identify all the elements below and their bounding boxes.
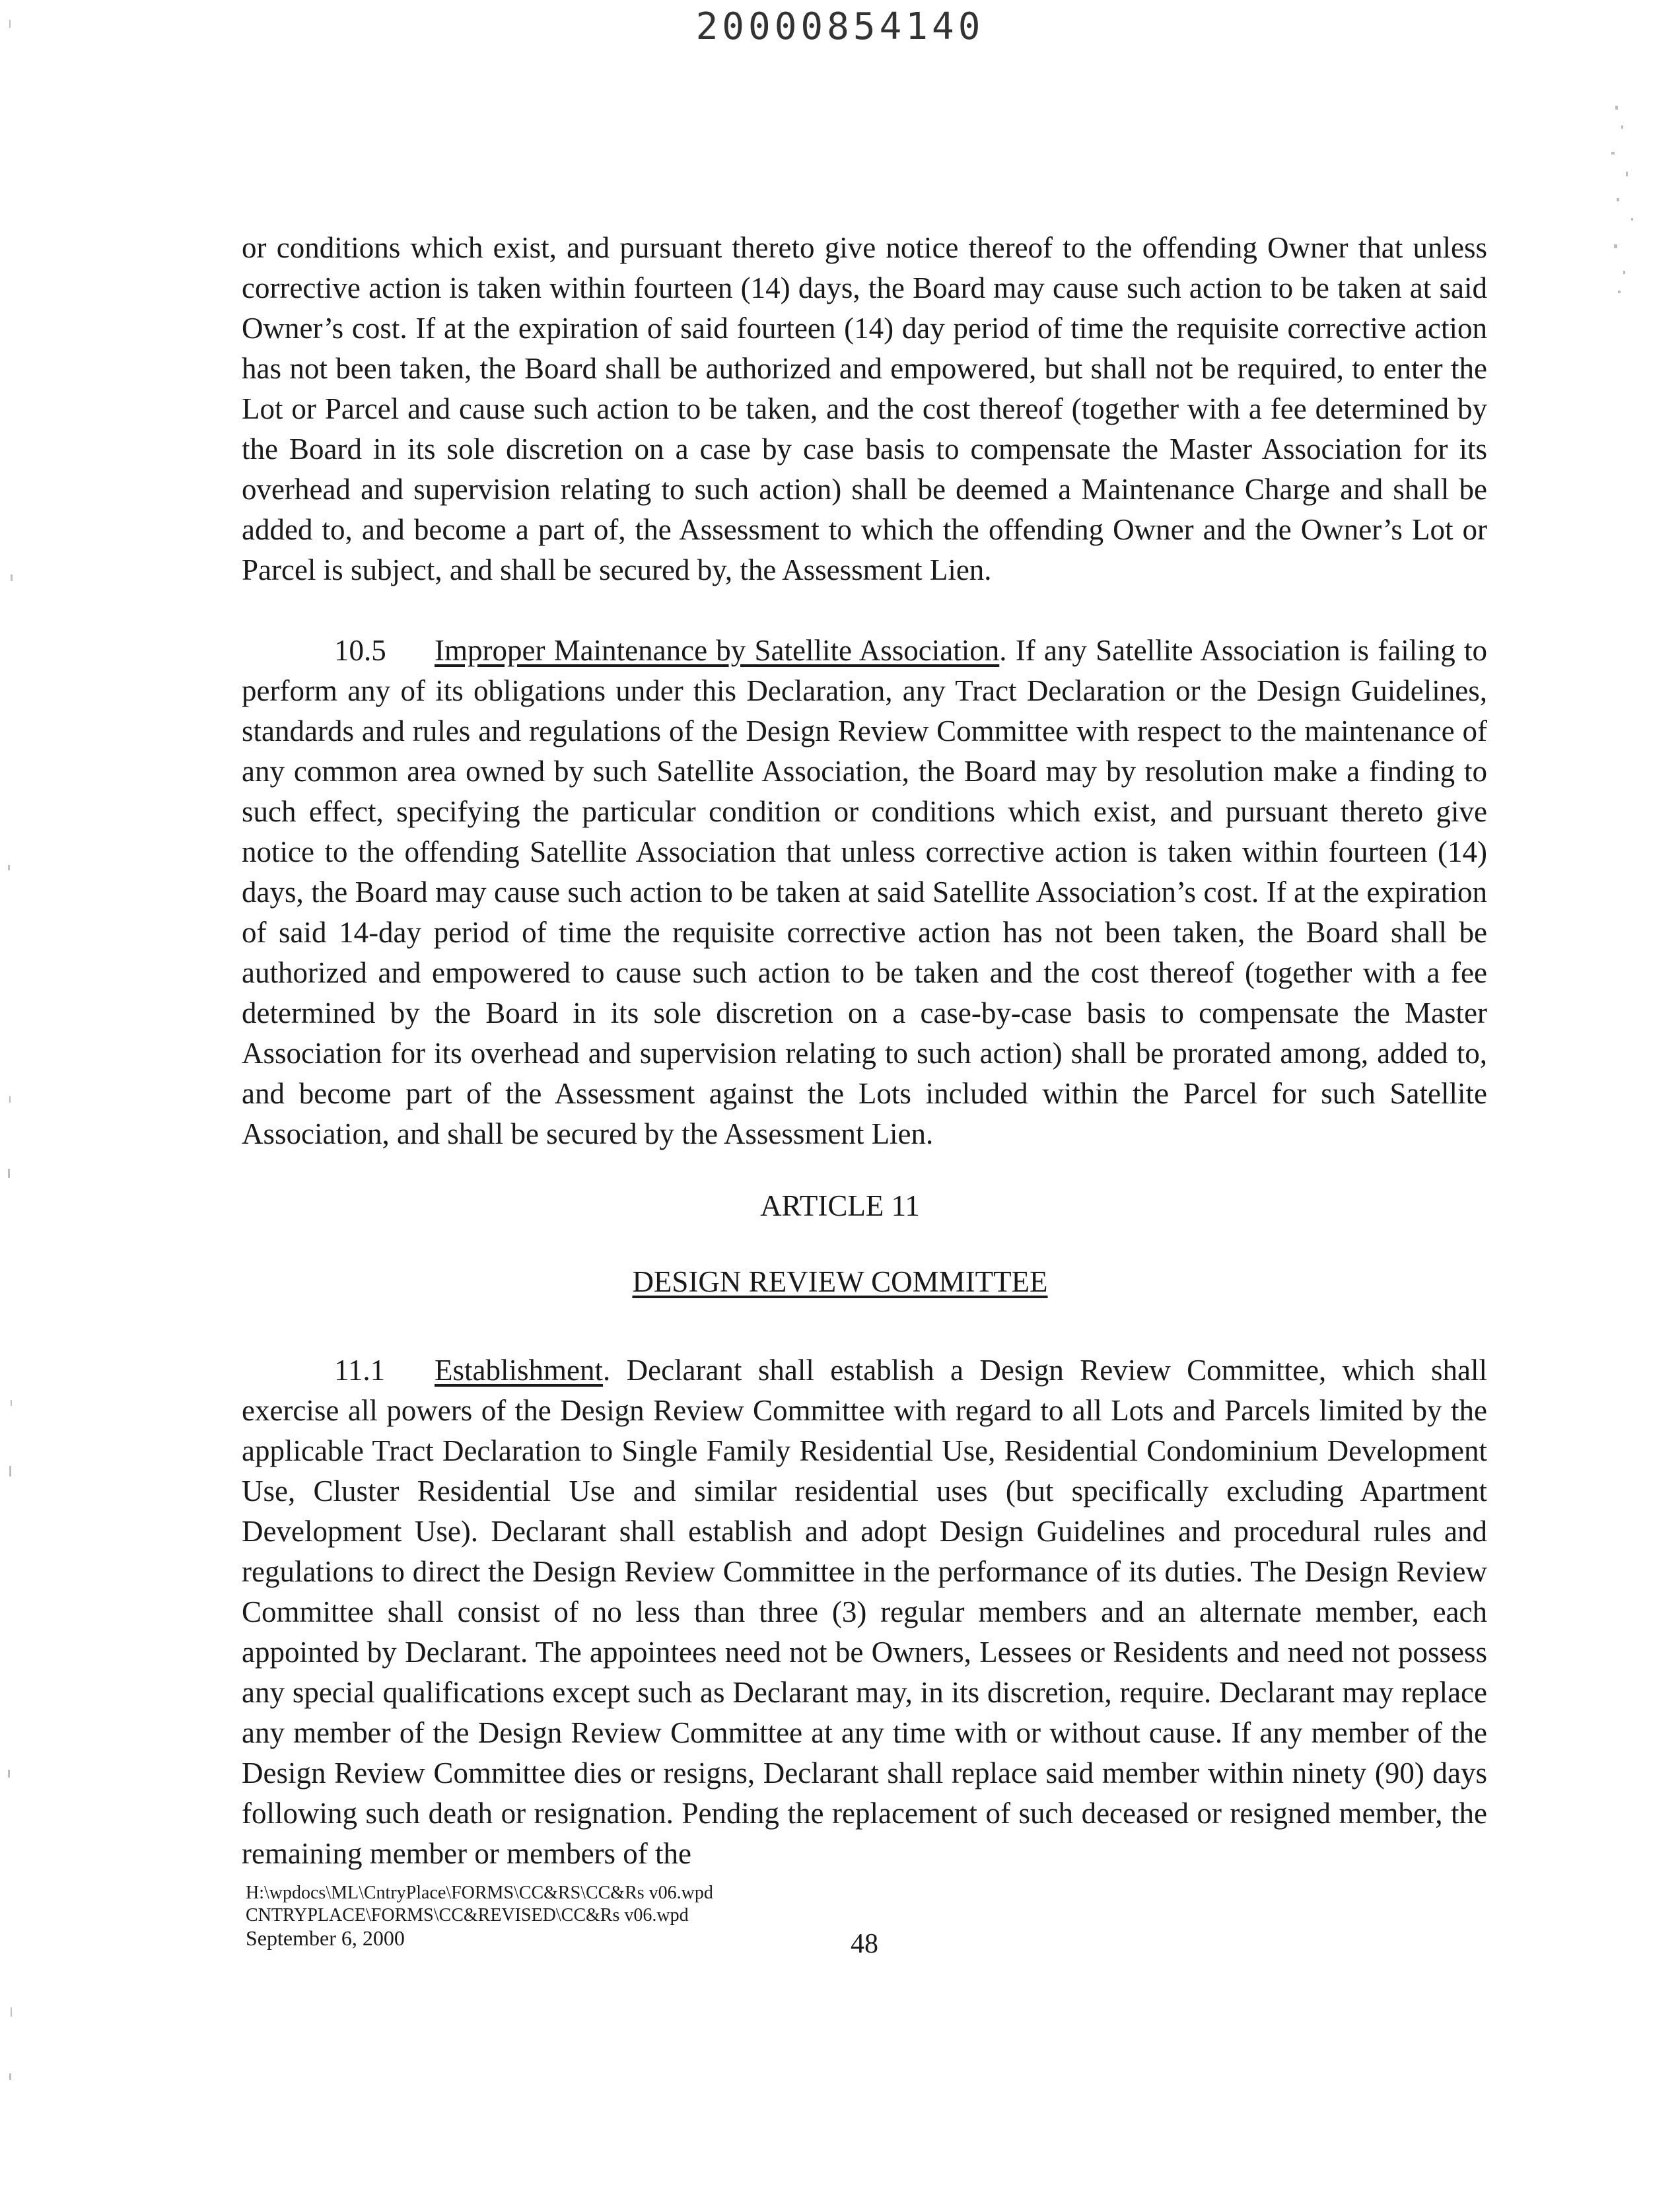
page-number: 48 [851, 1929, 878, 1959]
footer-file-path-2: CNTRYPLACE\FORMS\CC&REVISED\CC&Rs v06.wpd [246, 1905, 689, 1926]
section-title: Establishment [435, 1354, 603, 1387]
paragraph-continuation: or conditions which exist, and pursuant thereto give notice thereof to the offending Owner that unless corrective action is taken within fourteen (14) days, the Board may cause such action to be taken at said Owner’s cost. If at the expiration of said fourteen (14) day period of time the requisite corrective action has not been taken, the Board shall be authorized and empowered, but shall not be required, to enter the Lot or Parcel and cause such action to be taken, and the cost thereof (together with a fee determined by the Board in its sole discretion on a case by case basis to compensate the Master Association for its overhead and supervision relating to such action) shall be deemed a Maintenance Charge and shall be added to, and become a part of, the Assessment to which the offending Owner and the Owner’s Lot or Parcel is subject, and shall be secured by, the Assessment Lien. [242, 231, 1487, 586]
section-title: Improper Maintenance by Satellite Association [435, 634, 1000, 667]
footer [246, 1882, 713, 1949]
document-number: 20000854140 [695, 5, 985, 48]
section-text: Declarant shall establish a Design Review Committee, which shall exercise all powers of the Design Review Committee with regard to all Lots and Parcels limited by the applicable Tract Declaration to Single Family Residential Use, Residential Condominium Development Use, Cluster Residential Use and similar residential uses (but specifically excluding Apartment Development Use). Declarant shall establish and adopt Design Guidelines and procedural rules and regulations to direct the Design Review Committee in the performance of its duties. The Design Review Committee shall consist of no less than three (3) regular members and an alternate member, each appointed by Declarant. The appointees need not be Owners, Lessees or Residents and need not possess any special qualifications except such as Declarant may, in its discretion, require. Declarant may replace any member of the Design Review Committee at any time with or without cause. If any member of the Design Review Committee dies or resigns, Declarant shall replace said member within ninety (90) days following such death or resignation. Pending the replacement of such deceased or resigned member, the remaining member or members of the [242, 1354, 1487, 1870]
section-number: 11.1 [334, 1354, 386, 1387]
article-title: DESIGN REVIEW COMMITTEE [632, 1265, 1048, 1298]
section-title-period: . [602, 1354, 611, 1387]
footer-file-path: H:\wpdocs\ML\CntryPlace\FORMS\CC&RS\CC&Rs v06.wpd [246, 1883, 713, 1903]
section-text: If any Satellite Association is failing to perform any of its obligations under this Declaration, any Tract Declaration or the Design Guidelines, standards and rules and regulations of the Design Review Committee with respect to the maintenance of any common area owned by such Satellite Association, the Board may by resolution make a finding to such effect, specifying the particular condition or conditions which exist, and pursuant thereto give notice to the offending Satellite Association that unless corrective action is taken within fourteen (14) days, the Board may cause such action to be taken at said Satellite Association’s cost. If at the expiration of said 14-day period of time the requisite corrective action has not been taken, the Board shall be authorized and empowered to cause such action to be taken and the cost thereof (together with a fee determined by the Board in its sole discretion on a case-by-case basis to compensate the Master Association for its overhead and supervision relating to such action) shall be prorated among, added to, and become part of the Assessment against the Lots included within the Parcel for such Satellite Association, and shall be secured by the Assessment Lien. [242, 634, 1487, 1150]
footer-date: September 6, 2000 [246, 1926, 405, 1950]
section-10-5 [242, 631, 1487, 1154]
section-title-period: . [999, 634, 1007, 667]
article-label: ARTICLE 11 [760, 1189, 920, 1222]
section-11-1 [242, 1350, 1487, 1874]
section-number: 10.5 [334, 634, 386, 667]
